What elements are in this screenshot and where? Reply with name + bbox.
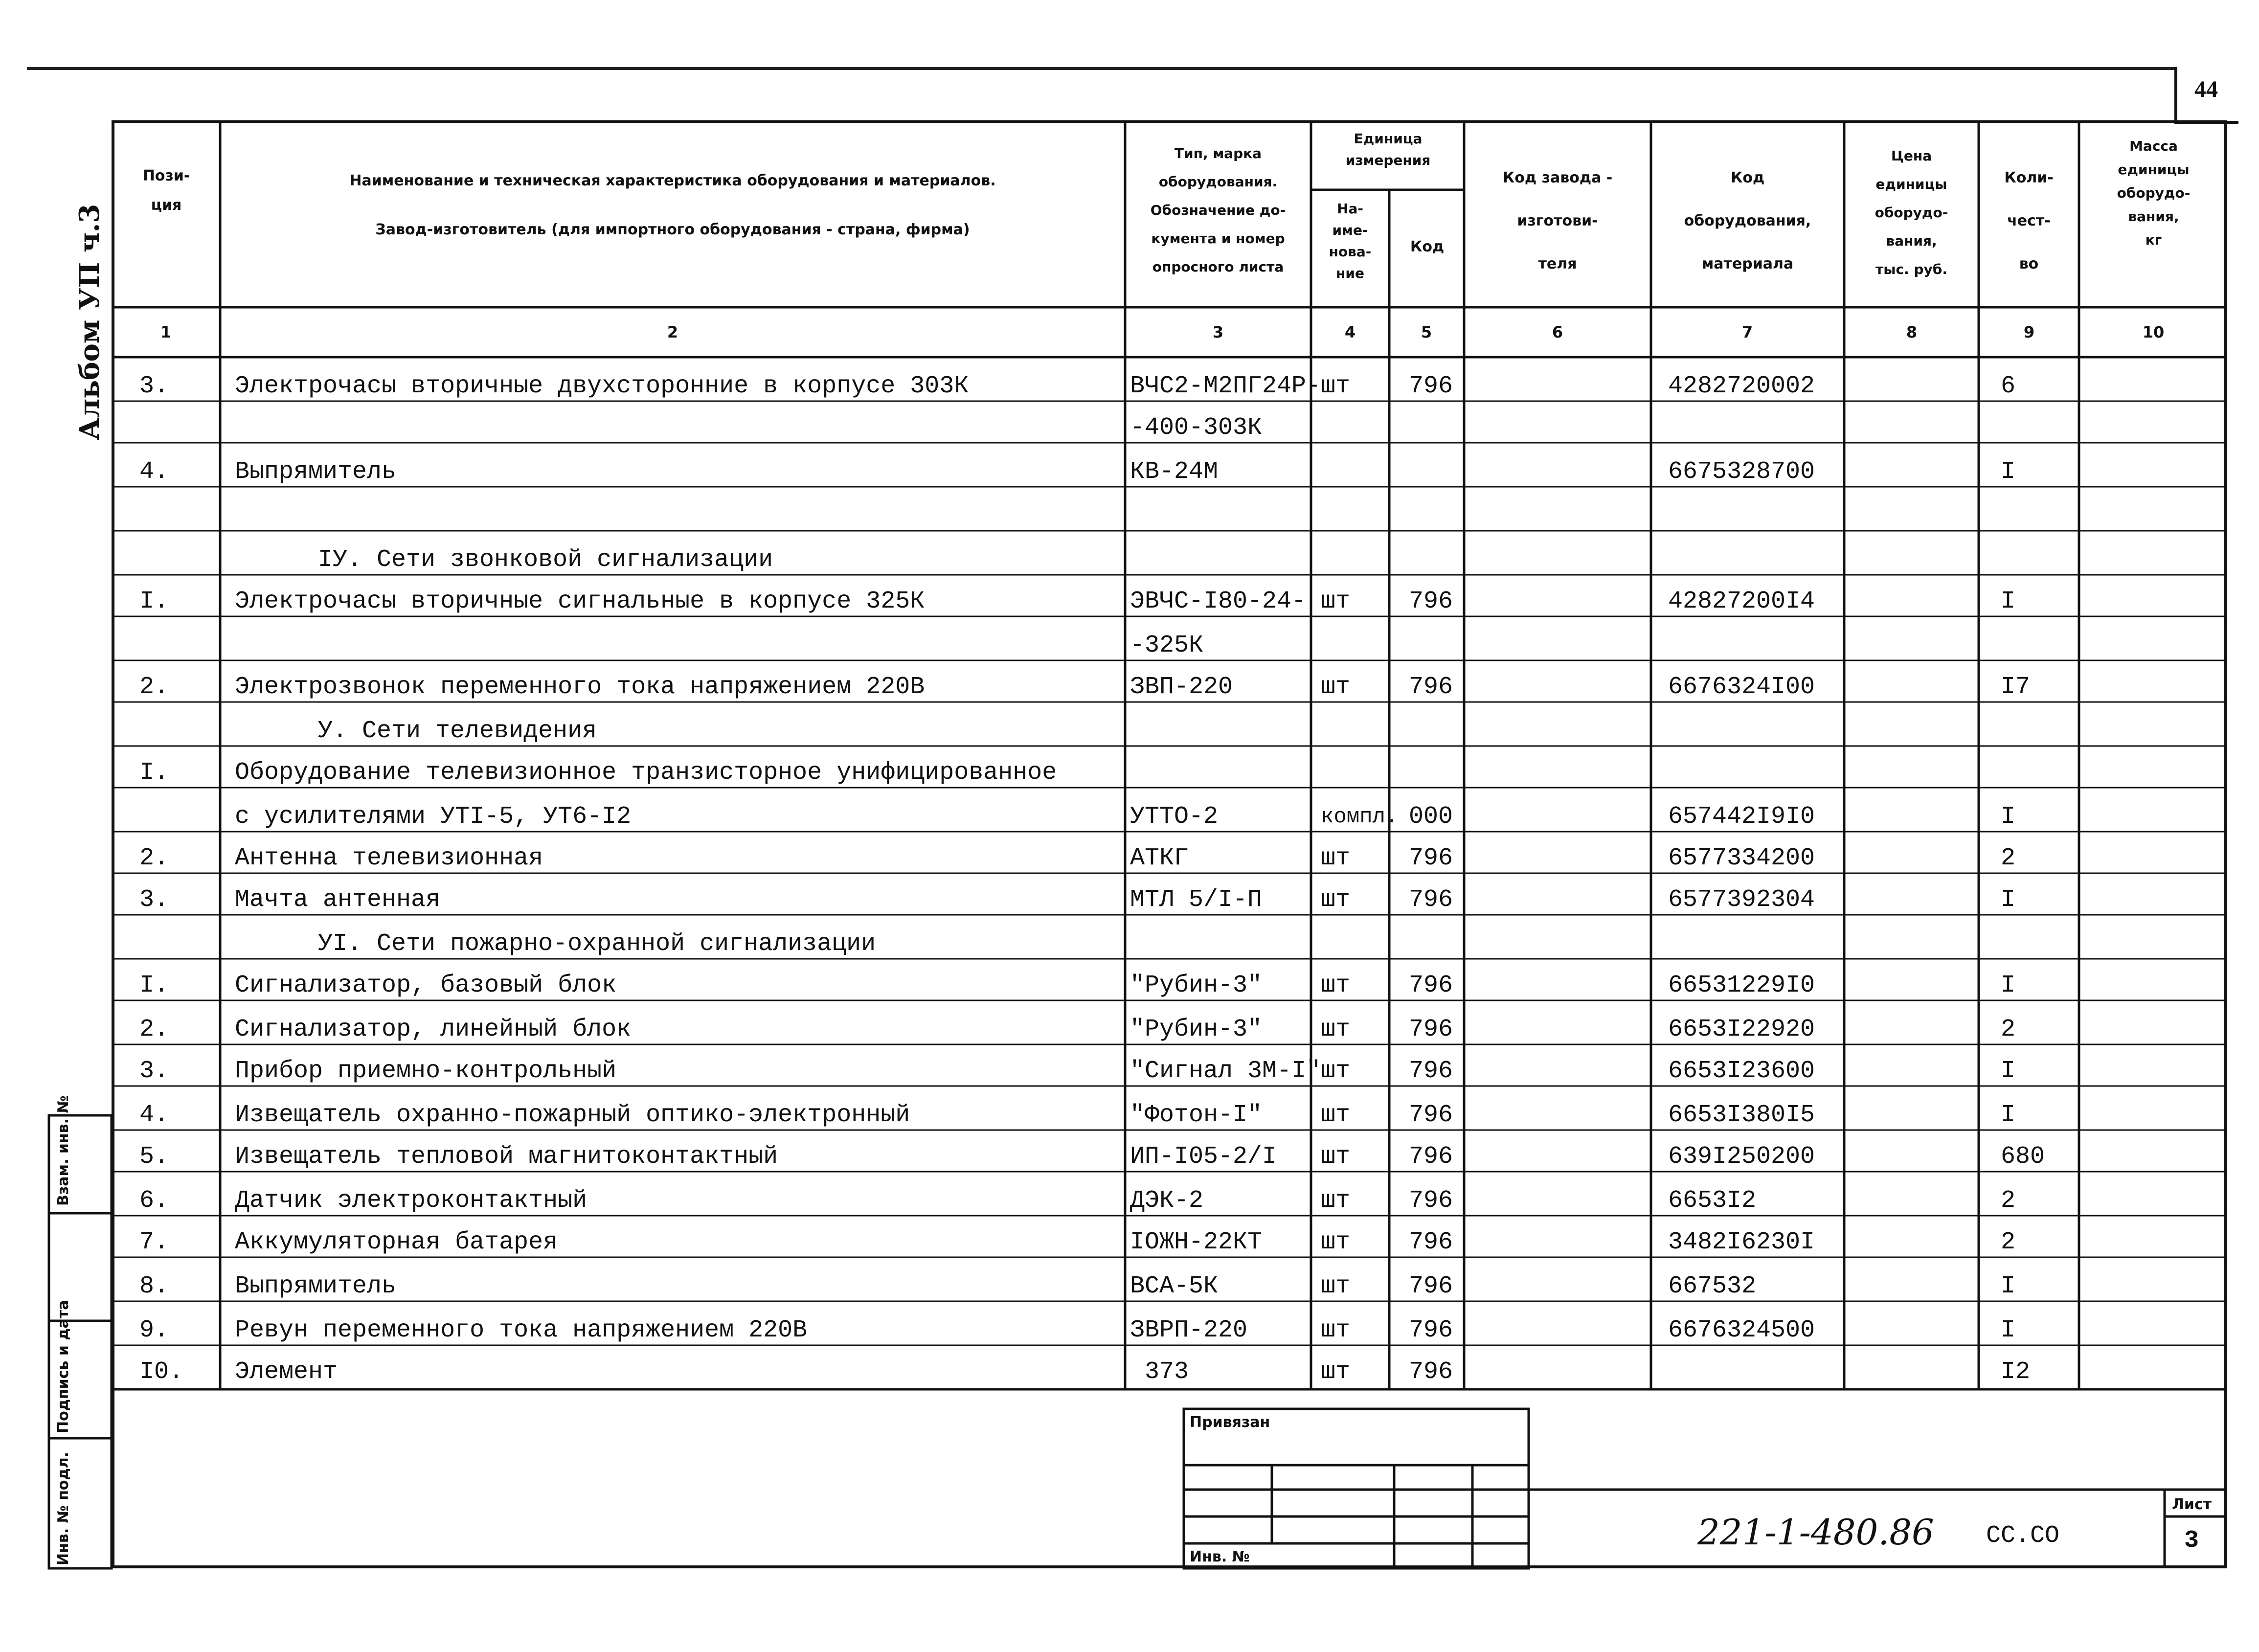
row-position: 5. <box>139 1143 169 1171</box>
row-quantity: I <box>2001 588 2016 615</box>
column-number: 6 <box>1552 323 1563 341</box>
column-number: 2 <box>667 323 678 341</box>
row-unit-code: 796 <box>1409 1316 1453 1344</box>
sheet-number: 3 <box>2184 1527 2199 1555</box>
row-type: ЭВЧС-I80-24- <box>1130 588 1307 615</box>
row-equipment-code: 4282720002 <box>1668 372 1815 400</box>
column-number: 9 <box>2023 323 2035 341</box>
row-name: Сигнализатор, базовый блок <box>235 972 617 999</box>
row-type: -400-303К <box>1130 414 1263 442</box>
row-unit-code: 796 <box>1409 1272 1453 1300</box>
row-type: "Фотон-I" <box>1130 1101 1263 1129</box>
row-type: ЗВРП-220 <box>1130 1316 1248 1344</box>
row-name: Выпрямитель <box>235 458 397 486</box>
row-position: 4. <box>139 1101 169 1129</box>
row-unit: шт <box>1321 1143 1351 1171</box>
row-name: Ревун переменного тока напряжением 220В <box>235 1316 808 1344</box>
row-unit-code: 796 <box>1409 1057 1453 1085</box>
row-unit: шт <box>1321 844 1351 872</box>
column-number: 8 <box>1906 323 1918 341</box>
row-equipment-code: 6676324I00 <box>1668 673 1815 701</box>
row-equipment-code: 667532 <box>1668 1272 1757 1300</box>
row-position: I. <box>139 759 169 787</box>
row-type: КВ-24М <box>1130 458 1219 486</box>
column-number: 10 <box>2142 323 2165 341</box>
row-quantity: 2 <box>2001 844 2016 872</box>
row-equipment-code: 42827200I4 <box>1668 588 1815 615</box>
row-unit: шт <box>1321 1316 1351 1344</box>
row-position: 8. <box>139 1272 169 1300</box>
row-quantity: I <box>2001 1272 2016 1300</box>
header-unit-code: Код <box>1410 238 1445 255</box>
row-unit-code: 796 <box>1409 1143 1453 1171</box>
row-name: Сигнализатор, линейный блок <box>235 1016 632 1043</box>
row-unit: шт <box>1321 1272 1351 1300</box>
row-unit-code: 796 <box>1409 673 1453 701</box>
row-quantity: 2 <box>2001 1187 2016 1215</box>
header-unit-name: На- име- нова- ние <box>1329 201 1372 281</box>
row-unit: шт <box>1321 372 1351 400</box>
row-position: I. <box>139 972 169 999</box>
header-position: Пози- ция <box>142 167 190 214</box>
header-price: Цена единицы оборудо- вания, тыс. руб. <box>1875 148 1948 277</box>
row-name: с усилителями УТI-5, УТ6-I2 <box>235 803 632 831</box>
row-equipment-code: 6577392304 <box>1668 886 1815 914</box>
column-number: 1 <box>160 323 172 341</box>
row-unit-code: 796 <box>1409 1101 1453 1129</box>
row-unit: шт <box>1321 1101 1351 1129</box>
row-type: ЗВП-220 <box>1130 673 1233 701</box>
row-equipment-code: 6653I2 <box>1668 1187 1757 1215</box>
row-type: IОЖН-22КТ <box>1130 1228 1263 1256</box>
row-quantity: I <box>2001 1316 2016 1344</box>
row-quantity: I <box>2001 1057 2016 1085</box>
row-equipment-code: 66531229I0 <box>1668 972 1815 999</box>
row-type: 373 <box>1145 1358 1189 1386</box>
row-equipment-code: 6653I23600 <box>1668 1057 1815 1085</box>
row-name: Аккумуляторная батарея <box>235 1228 558 1256</box>
header-unit-title: Единица измерения <box>1345 131 1431 168</box>
row-unit-code: 796 <box>1409 844 1453 872</box>
row-unit-code: 796 <box>1409 886 1453 914</box>
stamp-privyazan: Привязан <box>1190 1414 1270 1431</box>
header-quantity: Коли- чест- во <box>2004 169 2054 272</box>
row-unit: шт <box>1321 1358 1351 1386</box>
column-number: 4 <box>1344 323 1356 341</box>
row-unit: шт <box>1321 673 1351 701</box>
row-equipment-code: 6577334200 <box>1668 844 1815 872</box>
row-quantity: 6 <box>2001 372 2016 400</box>
row-quantity: 2 <box>2001 1016 2016 1043</box>
row-equipment-code: 6653I380I5 <box>1668 1101 1815 1129</box>
header-mass: Масса единицы оборудо- вания, кг <box>2117 138 2191 248</box>
header-name-line1: Наименование и техническая характеристика оборудования и материалов. <box>349 172 996 189</box>
row-unit: компл. <box>1321 805 1399 829</box>
header-type: Тип, марка оборудования. Обозначение до- кумента и номер опросного листа <box>1150 145 1286 275</box>
row-name: УI. Сети пожарно-охранной сигнализации <box>318 930 876 958</box>
row-equipment-code: 6675328700 <box>1668 458 1815 486</box>
row-position: 7. <box>139 1228 169 1256</box>
row-name: Элемент <box>235 1358 338 1386</box>
row-type: ВСА-5К <box>1130 1272 1219 1300</box>
row-unit-code: 000 <box>1409 803 1453 831</box>
sheet-label: Лист <box>2172 1496 2212 1513</box>
row-unit-code: 796 <box>1409 588 1453 615</box>
row-unit: шт <box>1321 972 1351 999</box>
drawing-code: СС.СО <box>1986 1522 2060 1550</box>
row-name: Оборудование телевизионное транзисторное унифицированное <box>235 759 1057 787</box>
row-name: Мачта антенная <box>235 886 441 914</box>
row-unit: шт <box>1321 1057 1351 1085</box>
row-unit-code: 796 <box>1409 1228 1453 1256</box>
row-position: 3. <box>139 372 169 400</box>
row-type: УТТО-2 <box>1130 803 1219 831</box>
stamp-podpis-data: Подпись и дата <box>55 1300 72 1433</box>
column-number: 3 <box>1212 323 1224 341</box>
header-factory-code: Код завода - изготови- теля <box>1502 169 1613 272</box>
stamp-inv-podl: Инв. № подл. <box>55 1451 72 1565</box>
row-equipment-code: 6676324500 <box>1668 1316 1815 1344</box>
row-equipment-code: 6653I22920 <box>1668 1016 1815 1043</box>
stamp-inv-no: Инв. № <box>1190 1548 1250 1565</box>
row-position: 2. <box>139 844 169 872</box>
row-quantity: I <box>2001 886 2016 914</box>
row-unit: шт <box>1321 1228 1351 1256</box>
row-position: 2. <box>139 673 169 701</box>
row-type: "Рубин-3" <box>1130 1016 1263 1043</box>
row-unit: шт <box>1321 588 1351 615</box>
row-name: Электрозвонок переменного тока напряжением 220В <box>235 673 925 701</box>
row-name: Извещатель охранно-пожарный оптико-электронный <box>235 1101 910 1129</box>
row-type: ДЭК-2 <box>1130 1187 1204 1215</box>
row-quantity: I7 <box>2001 673 2031 701</box>
row-position: 2. <box>139 1016 169 1043</box>
row-unit: шт <box>1321 886 1351 914</box>
row-unit-code: 796 <box>1409 1016 1453 1043</box>
row-name: IУ. Сети звонковой сигнализации <box>318 546 773 574</box>
row-position: 3. <box>139 1057 169 1085</box>
row-name: Электрочасы вторичные сигнальные в корпусе 325К <box>235 588 925 615</box>
drawing-number: 221-1-480.86 <box>1697 1512 1934 1553</box>
row-type: ВЧС2-М2ПГ24Р- <box>1130 372 1321 400</box>
row-equipment-code: 639I250200 <box>1668 1143 1815 1171</box>
row-quantity: I <box>2001 458 2016 486</box>
row-position: 9. <box>139 1316 169 1344</box>
row-position: 3. <box>139 886 169 914</box>
row-quantity: I <box>2001 1101 2016 1129</box>
album-label: Альбом УП ч.3 <box>73 204 106 440</box>
row-name: Прибор приемно-контрольный <box>235 1057 617 1085</box>
row-name: Электрочасы вторичные двухсторонние в корпусе 303К <box>235 372 969 400</box>
row-position: I. <box>139 588 169 615</box>
row-quantity: I <box>2001 972 2016 999</box>
row-unit-code: 796 <box>1409 1187 1453 1215</box>
page-number: 44 <box>2194 76 2218 102</box>
row-unit: шт <box>1321 1187 1351 1215</box>
row-type: "Сигнал 3М-I" <box>1130 1057 1321 1085</box>
row-quantity: I <box>2001 803 2016 831</box>
row-type: -325К <box>1130 632 1204 659</box>
column-number: 7 <box>1741 323 1753 341</box>
row-equipment-code: 3482I6230I <box>1668 1228 1815 1256</box>
row-quantity: 2 <box>2001 1228 2016 1256</box>
row-type: ИП-I05-2/I <box>1130 1143 1277 1171</box>
row-position: 4. <box>139 458 169 486</box>
header-equipment-code: Код оборудования, материала <box>1684 169 1811 272</box>
row-equipment-code: 657442I9I0 <box>1668 803 1815 831</box>
column-number: 5 <box>1421 323 1432 341</box>
row-name: Антенна телевизионная <box>235 844 543 872</box>
row-unit-code: 796 <box>1409 372 1453 400</box>
header-name-line2: Завод-изготовитель (для импортного оборудования - страна, фирма) <box>375 221 970 238</box>
row-name: Извещатель тепловой магнитоконтактный <box>235 1143 778 1171</box>
row-name: Выпрямитель <box>235 1272 397 1300</box>
row-unit-code: 796 <box>1409 972 1453 999</box>
row-type: АТКГ <box>1130 844 1189 872</box>
row-name: У. Сети телевидения <box>318 717 597 745</box>
row-unit: шт <box>1321 1016 1351 1043</box>
row-position: 6. <box>139 1187 169 1215</box>
row-quantity: 680 <box>2001 1143 2045 1171</box>
row-quantity: I2 <box>2001 1358 2031 1386</box>
row-unit-code: 796 <box>1409 1358 1453 1386</box>
row-type: "Рубин-3" <box>1130 972 1263 999</box>
stamp-vzam-inv: Взам. инв. № <box>55 1095 72 1206</box>
row-type: МТЛ 5/I-П <box>1130 886 1263 914</box>
row-name: Датчик электроконтактный <box>235 1187 587 1215</box>
row-position: I0. <box>139 1358 184 1386</box>
